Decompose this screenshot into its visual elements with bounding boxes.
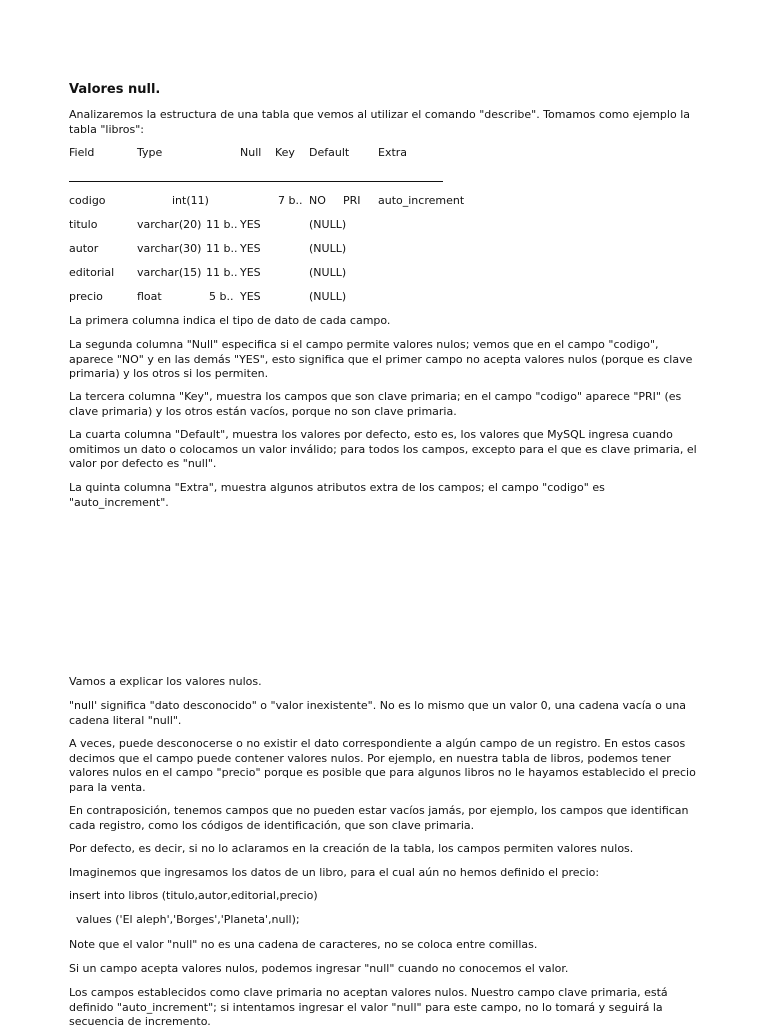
cell-field: titulo bbox=[69, 218, 98, 231]
table-header-null: Null bbox=[240, 146, 262, 159]
sql-values-line: values ('El aleph','Borges','Planeta',null); bbox=[69, 913, 300, 926]
cell-null: YES bbox=[240, 242, 261, 255]
cell-type: varchar(30) bbox=[137, 242, 202, 255]
cell-size: 7 b.. bbox=[278, 194, 303, 207]
paragraph: La quinta columna "Extra", muestra algunos atributos extra de los campos; el campo "codigo" es "auto_increment". bbox=[69, 481, 605, 509]
paragraph: En contraposición, tenemos campos que no pueden estar vacíos jamás, por ejemplo, los campos que identifican cada registro, como los códigos de identificación, que son clave primaria. bbox=[69, 804, 689, 832]
cell-type: float bbox=[137, 290, 162, 303]
paragraph: La segunda columna "Null" especifica si el campo permite valores nulos; vemos que en el campo "codigo", aparece "NO" y en las demás "YES", esto significa que el primer campo no acepta valores nulos (porque es clave primaria) y los otros si los permiten. bbox=[69, 338, 693, 380]
paragraph: Vamos a explicar los valores nulos. bbox=[69, 675, 262, 688]
cell-null: YES bbox=[240, 218, 261, 231]
table-row bbox=[69, 194, 529, 209]
cell-key: PRI bbox=[343, 194, 361, 207]
table-header-key: Key bbox=[275, 146, 295, 159]
cell-default: (NULL) bbox=[309, 242, 347, 255]
paragraph: Imaginemos que ingresamos los datos de un libro, para el cual aún no hemos definido el precio: bbox=[69, 866, 600, 879]
table-divider bbox=[69, 181, 443, 182]
table-header-type: Type bbox=[137, 146, 163, 159]
cell-size: 11 b.. bbox=[206, 218, 238, 231]
cell-field: codigo bbox=[69, 194, 106, 207]
sql-insert-line: insert into libros (titulo,autor,editorial,precio) bbox=[69, 889, 318, 902]
paragraph: A veces, puede desconocerse o no existir el dato correspondiente a algún campo de un registro. En estos casos decimos que el campo puede contener valores nulos. Por ejemplo, en nuestra tabla de libros, podemos tener valores nulos en el campo "precio" porque es posible que para algunos libros no le hayamos establecido el precio para la venta. bbox=[69, 737, 696, 794]
cell-field: editorial bbox=[69, 266, 115, 279]
cell-size: 5 b.. bbox=[209, 290, 234, 303]
cell-type: varchar(20) bbox=[137, 218, 202, 231]
cell-null: NO bbox=[309, 194, 326, 207]
cell-type: varchar(15) bbox=[137, 266, 202, 279]
paragraph: Los campos establecidos como clave primaria no aceptan valores nulos. Nuestro campo clave primaria, está definido "auto_increment"; si intentamos ingresar el valor "null" para este campo, no lo tomará y seguirá la secuencia de incremento. bbox=[69, 986, 668, 1028]
intro-paragraph: Analizaremos la estructura de una tabla que vemos al utilizar el comando "describe". Tomamos como ejemplo la tabla "libros": bbox=[69, 108, 690, 136]
cell-null: YES bbox=[240, 266, 261, 279]
cell-default: (NULL) bbox=[309, 266, 347, 279]
cell-type: int(11) bbox=[172, 194, 209, 207]
cell-null: YES bbox=[240, 290, 261, 303]
paragraph: Si un campo acepta valores nulos, podemos ingresar "null" cuando no conocemos el valor. bbox=[69, 962, 569, 975]
table-row bbox=[69, 290, 469, 305]
table-header-extra: Extra bbox=[378, 146, 408, 159]
table-header-default: Default bbox=[309, 146, 350, 159]
paragraph: La cuarta columna "Default", muestra los valores por defecto, esto es, los valores que MySQL ingresa cuando omitimos un dato o colocamos un valor inválido; para todos los campos, excepto para el que es clave primaria, el valor por defecto es "null". bbox=[69, 428, 697, 470]
cell-size: 11 b.. bbox=[206, 242, 238, 255]
cell-field: precio bbox=[69, 290, 103, 303]
paragraph: La tercera columna "Key", muestra los campos que son clave primaria; en el campo "codigo" aparece "PRI" (es clave primaria) y los otros están vacíos, porque no son clave primaria. bbox=[69, 390, 682, 418]
cell-size: 11 b.. bbox=[206, 266, 238, 279]
cell-default: (NULL) bbox=[309, 218, 347, 231]
cell-field: autor bbox=[69, 242, 99, 255]
cell-default: (NULL) bbox=[309, 290, 347, 303]
paragraph: "null' significa "dato desconocido" o "valor inexistente". No es lo mismo que un valor 0, una cadena vacía o una cadena literal "null". bbox=[69, 699, 687, 727]
table-header-row bbox=[69, 146, 469, 161]
cell-extra: auto_increment bbox=[378, 194, 465, 207]
table-row bbox=[69, 266, 469, 281]
paragraph: La primera columna indica el tipo de dato de cada campo. bbox=[69, 314, 391, 327]
table-header-field: Field bbox=[69, 146, 95, 159]
table-row bbox=[69, 242, 469, 257]
table-row bbox=[69, 218, 469, 233]
page-title: Valores null. bbox=[69, 82, 161, 97]
paragraph: Por defecto, es decir, si no lo aclaramos en la creación de la tabla, los campos permiten valores nulos. bbox=[69, 842, 634, 855]
paragraph: Note que el valor "null" no es una cadena de caracteres, no se coloca entre comillas. bbox=[69, 938, 538, 951]
